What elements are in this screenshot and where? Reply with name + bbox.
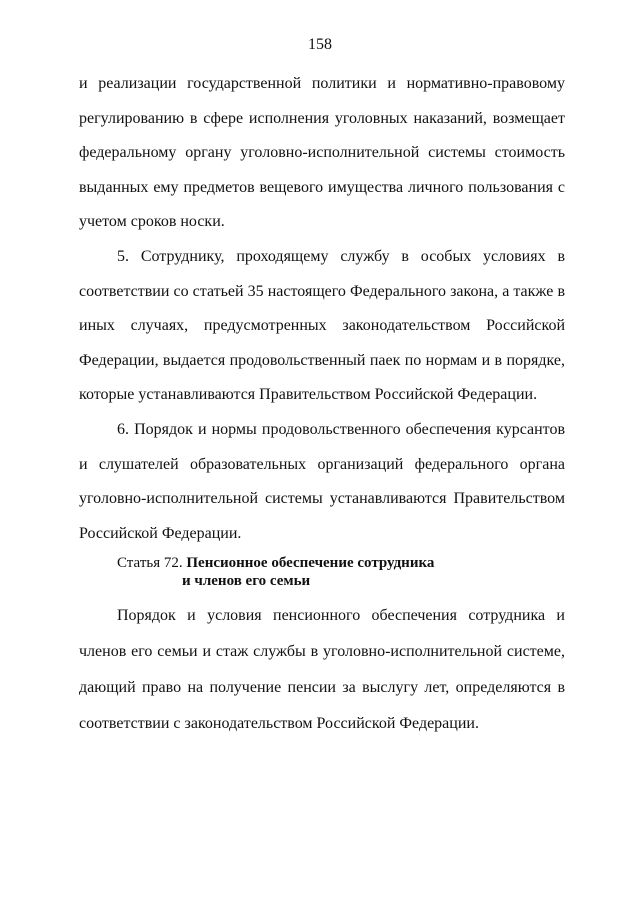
paragraph-5: 5. Сотруднику, проходящему службу в особых условиях в соответствии со статьей 35 настоящего Федерального закона, а также в иных случаях, предусмотренных законодательством Российской Федерации, выдается продовольственный паек по нормам и в порядке, которые устанавливаются Правительством Российской Федерации. xyxy=(79,247,565,404)
article-label: Статья 72. xyxy=(117,555,183,571)
body-text-bottom xyxy=(79,598,565,742)
paragraph-1: и реализации государственной политики и нормативно-правовому регулированию в сфере исполнения уголовных наказаний, возмещает федеральному органу уголовно-исполнительной системы стоимость выданных ему предметов вещевого имущества личного пользования с учетом сроков носки. xyxy=(79,75,565,231)
article-heading xyxy=(117,555,517,590)
paragraph-6: 6. Порядок и нормы продовольственного обеспечения курсантов и слушателей образовательных организаций федерального органа уголовно-исполнительной системы устанавливаются Правительством Российской Федерации. xyxy=(79,420,565,542)
paragraph-article-72: Порядок и условия пенсионного обеспечения сотрудника и членов его семьи и стаж службы в уголовно-исполнительной системе, дающий право на получение пенсии за выслугу лет, определяются в соответствии с законодательством Российской Федерации. xyxy=(79,607,565,732)
article-title-line2: и членов его семьи xyxy=(182,572,311,589)
page-number: 158 xyxy=(308,36,332,53)
body-text-top xyxy=(79,67,565,551)
article-title-line1: Пенсионное обеспечение сотрудника xyxy=(186,555,435,571)
